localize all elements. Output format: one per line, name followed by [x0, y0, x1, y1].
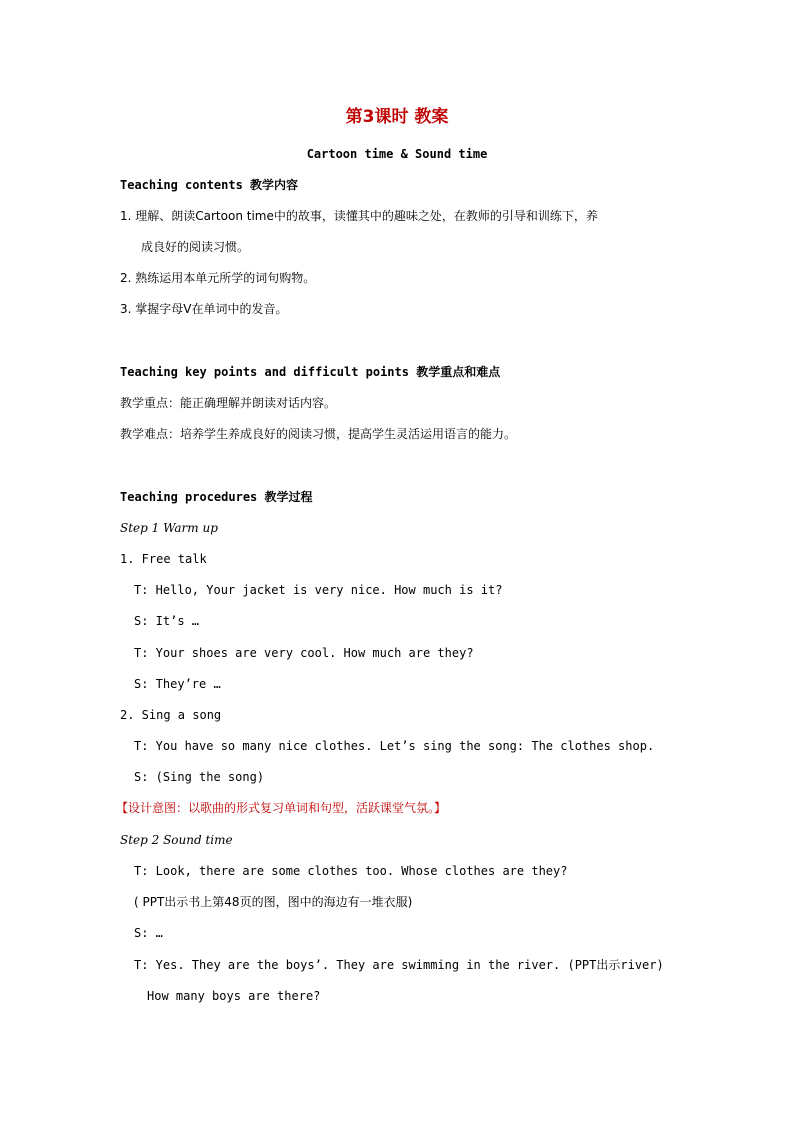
dialogue-line: S: They’re …: [134, 677, 221, 691]
keypoints-heading: Teaching key points and difficult points 教学重点和难点: [120, 365, 501, 379]
contents-item: 1. 理解、朗读Cartoon time中的故事，读懂其中的趣味之处，在教师的引导和训练下，养: [120, 209, 598, 223]
procedure-line: 2. Sing a song: [120, 708, 222, 722]
keypoint-item: 教学重点：能正确理解并朗读对话内容。: [120, 396, 337, 410]
contents-item: 2. 熟练运用本单元所学的词句购物。: [120, 271, 316, 285]
dialogue-line: ( PPT出示书上第48页的图，图中的海边有一堆衣服): [134, 895, 413, 909]
step-heading: Step 1 Warm up: [120, 521, 218, 535]
contents-heading: Teaching contents 教学内容: [120, 178, 299, 192]
contents-item: 3. 掌握字母V在单词中的发音。: [120, 302, 288, 316]
page-title: 第3课时 教案: [345, 107, 449, 127]
dialogue-line: T: Yes. They are the boys’. They are swimming in the river. (PPT出示river): [134, 958, 664, 972]
dialogue-line: S: …: [134, 926, 163, 940]
design-note: 【设计意图：以歌曲的形式复习单词和句型，活跃课堂气氛。】: [116, 801, 447, 815]
keypoint-item: 教学难点：培养学生养成良好的阅读习惯，提高学生灵活运用语言的能力。: [120, 427, 517, 441]
dialogue-line: T: Look, there are some clothes too. Whose clothes are they?: [134, 864, 568, 878]
dialogue-line: T: You have so many nice clothes. Let’s sing the song: The clothes shop.: [134, 739, 655, 753]
step-heading: Step 2 Sound time: [120, 833, 233, 847]
page-subtitle: Cartoon time & Sound time: [306, 147, 488, 161]
dialogue-line: How many boys are there?: [147, 989, 321, 1003]
contents-item: 成良好的阅读习惯。: [141, 240, 250, 254]
dialogue-line: T: Your shoes are very cool. How much are they?: [134, 646, 474, 660]
procedures-heading: Teaching procedures 教学过程: [120, 490, 313, 504]
dialogue-line: S: (Sing the song): [134, 770, 265, 784]
dialogue-line: T: Hello, Your jacket is very nice. How much is it?: [134, 583, 503, 597]
dialogue-line: S: It’s …: [134, 614, 200, 628]
procedure-line: 1. Free talk: [120, 552, 207, 566]
